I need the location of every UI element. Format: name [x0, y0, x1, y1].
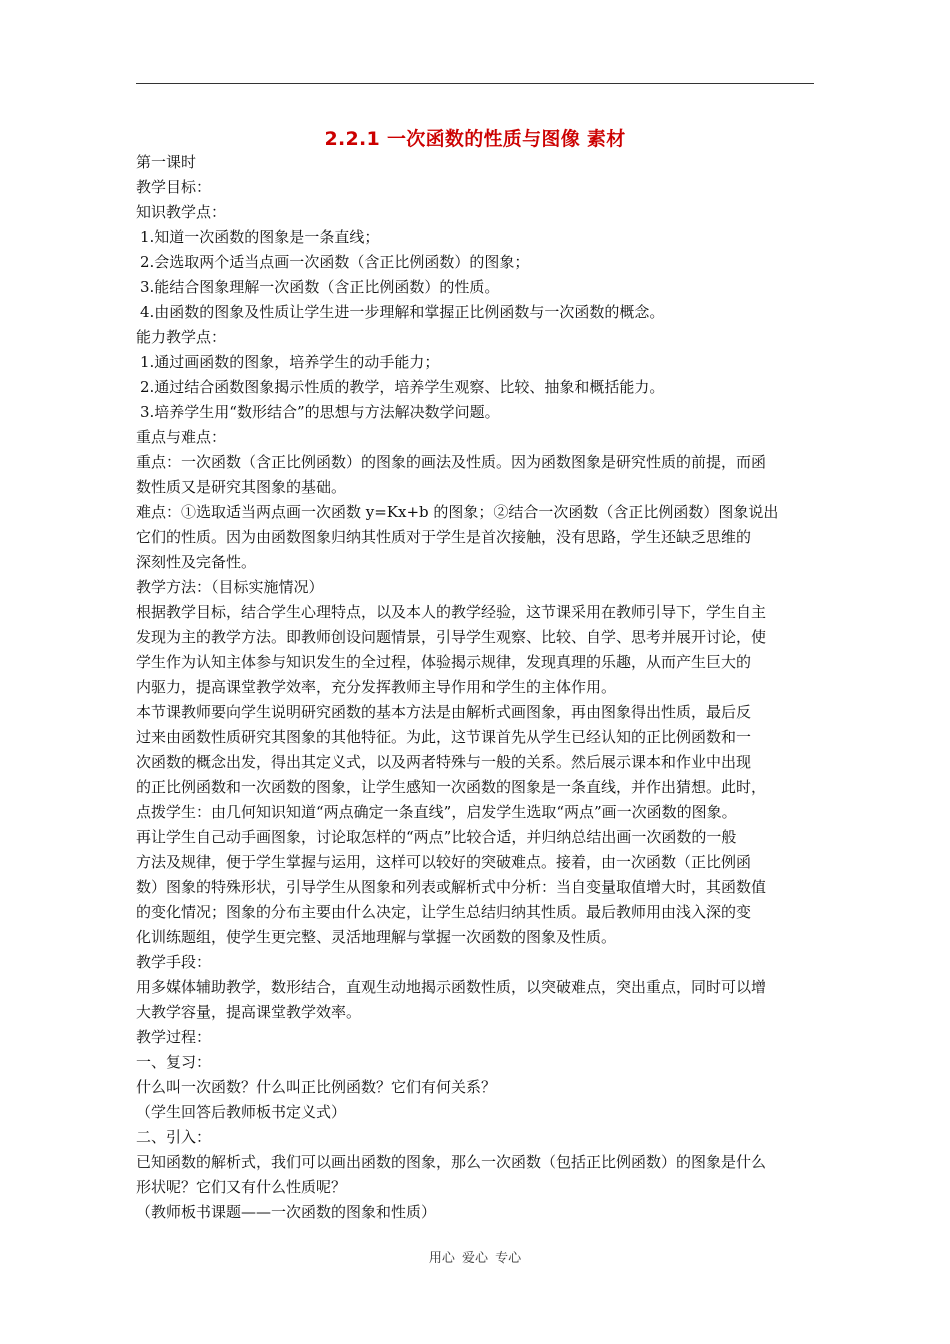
section-heading: 教学目标：	[136, 178, 212, 196]
body-line: 深刻性及完备性。	[136, 553, 257, 571]
body-line: 的正比例函数和一次函数的图象，让学生感知一次函数的图象是一条直线，并作出猜想。此时，	[136, 778, 767, 796]
body-line: 什么叫一次函数？什么叫正比例函数？它们有何关系？	[136, 1078, 497, 1096]
body-line: 大教学容量，提高课堂教学效率。	[136, 1003, 362, 1021]
list-item: 3.培养学生用“数形结合”的思想与方法解决数学问题。	[140, 403, 500, 421]
body-line: 根据教学目标，结合学生心理特点，以及本人的教学经验，这节课采用在教师引导下，学生自主	[136, 603, 767, 621]
body-line: （学生回答后教师板书定义式）	[136, 1103, 347, 1121]
body-line: 重点：一次函数（含正比例函数）的图象的画法及性质。因为函数图象是研究性质的前提，而函	[136, 453, 767, 471]
body-line: （教师板书课题——一次函数的图象和性质）	[136, 1203, 437, 1221]
body-line: 点拨学生：由几何知识知道“两点确定一条直线”，启发学生选取“两点”画一次函数的图象。	[136, 803, 737, 821]
body-line: 本节课教师要向学生说明研究函数的基本方法是由解析式画图象，再由图象得出性质，最后反	[136, 703, 752, 721]
section-heading: 教学手段：	[136, 953, 212, 971]
list-item: 2.会选取两个适当点画一次函数（含正比例函数）的图象；	[140, 253, 530, 271]
body-line: 数）图象的特殊形状，引导学生从图象和列表或解析式中分析：当自变量取值增大时，其函数值	[136, 878, 767, 896]
section-heading: 教学过程：	[136, 1028, 212, 1046]
body-line: 发现为主的教学方法。即教师创设问题情景，引导学生观察、比较、自学、思考并展开讨论，使	[136, 628, 767, 646]
body-line: 它们的性质。因为由函数图象归纳其性质对于学生是首次接触，没有思路，学生还缺乏思维的	[136, 528, 752, 546]
body-line: 用多媒体辅助教学，数形结合，直观生动地揭示函数性质，以突破难点，突出重点，同时可以增	[136, 978, 767, 996]
list-item: 4.由函数的图象及性质让学生进一步理解和掌握正比例函数与一次函数的概念。	[140, 303, 665, 321]
document-body	[136, 150, 814, 1225]
body-line: 数性质又是研究其图象的基础。	[136, 478, 347, 496]
body-line: 次函数的概念出发，得出其定义式，以及两者特殊与一般的关系。然后展示课本和作业中出现	[136, 753, 752, 771]
list-item: 1.通过画函数的图象，培养学生的动手能力；	[140, 353, 440, 371]
body-line: 方法及规律，便于学生掌握与运用，这样可以较好的突破难点。接着，由一次函数（正比例函	[136, 853, 752, 871]
section-heading: 知识教学点：	[136, 203, 227, 221]
body-line: 的变化情况；图象的分布主要由什么决定，让学生总结归纳其性质。最后教师用由浅入深的变	[136, 903, 752, 921]
list-item: 1.知道一次函数的图象是一条直线；	[140, 228, 380, 246]
section-heading: 一、复习：	[136, 1053, 212, 1071]
section-heading: 能力教学点：	[136, 328, 227, 346]
page-title: 2.2.1 一次函数的性质与图像 素材	[324, 128, 626, 150]
body-line: 学生作为认知主体参与知识发生的全过程，体验揭示规律，发现真理的乐趣，从而产生巨大的	[136, 653, 752, 671]
body-line: 化训练题组，使学生更完整、灵活地理解与掌握一次函数的图象及性质。	[136, 928, 617, 946]
body-line: 第一课时	[136, 153, 197, 171]
list-item: 2.通过结合函数图象揭示性质的教学，培养学生观察、比较、抽象和概括能力。	[140, 378, 665, 396]
body-line: 内驱力，提高课堂教学效率，充分发挥教师主导作用和学生的主体作用。	[136, 678, 617, 696]
section-heading: 重点与难点：	[136, 428, 227, 446]
section-heading: 教学方法：（目标实施情况）	[136, 578, 324, 596]
list-item: 3.能结合图象理解一次函数（含正比例函数）的性质。	[140, 278, 500, 296]
section-heading: 二、引入：	[136, 1128, 212, 1146]
body-line: 已知函数的解析式，我们可以画出函数的图象，那么一次函数（包括正比例函数）的图象是什么	[136, 1153, 767, 1171]
header-rule	[136, 83, 814, 84]
body-line: 过来由函数性质研究其图象的其他特征。为此，这节课首先从学生已经认知的正比例函数和一	[136, 728, 752, 746]
body-line: 形状呢？它们又有什么性质呢？	[136, 1178, 347, 1196]
page-footer: 用心 爱心 专心	[428, 1251, 522, 1266]
body-line: 再让学生自己动手画图象，讨论取怎样的“两点”比较合适，并归纳总结出画一次函数的一般	[136, 828, 737, 846]
body-line: 难点：①选取适当两点画一次函数 y=Kx+b 的图象；②结合一次函数（含正比例函数）图象说出	[136, 503, 779, 521]
